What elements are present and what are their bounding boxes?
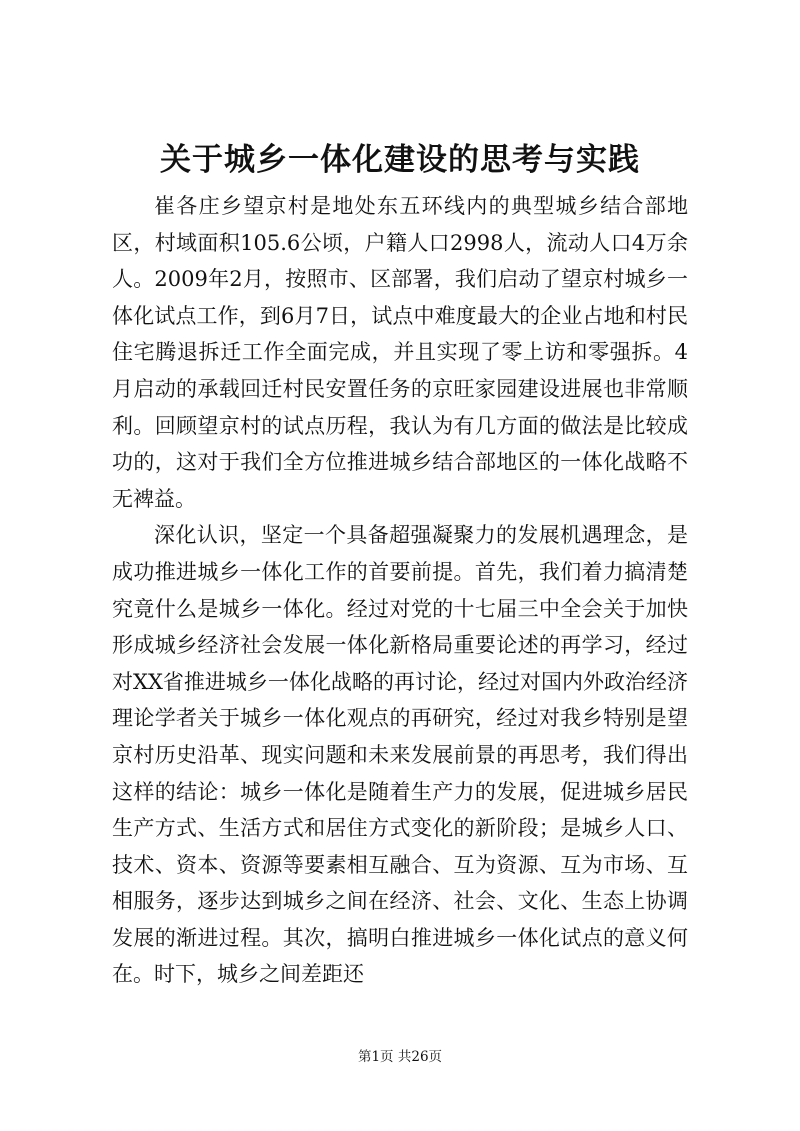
document-body xyxy=(112,188,688,993)
page-footer: 第1页 共26页 xyxy=(357,1049,443,1065)
paragraph-2: 深化认识，坚定一个具备超强凝聚力的发展机遇理念，是成功推进城乡一体化工作的首要前提。首先，我们着力搞清楚究竟什么是城乡一体化。经过对党的十七届三中全会关于加快形成城乡经济社会发展一体化新格局重要论述的再学习，经过对XX省推进城乡一体化战略的再讨论，经过对国内外政治经济理论学者关于城乡一体化观点的再研究，经过对我乡特别是望京村历史沿革、现实问题和未来发展前景的再思考，我们得出这样的结论：城乡一体化是随着生产力的发展，促进城乡居民生产方式、生活方式和居住方式变化的新阶段；是城乡人口、技术、资本、资源等要素相互融合、互为资源、互为市场、互相服务，逐步达到城乡之间在经济、社会、文化、生态上协调发展的渐进过程。其次，搞明白推进城乡一体化试点的意义何在。时下，城乡之间差距还 xyxy=(112,523,688,987)
paragraph-1: 崔各庄乡望京村是地处东五环线内的典型城乡结合部地区，村域面积105.6公顷，户籍人口2998人，流动人口4万余人。2009年2月，按照市、区部署，我们启动了望京村城乡一体化试点工作，到6月7日，试点中难度最大的企业占地和村民住宅腾退拆迁工作全面完成，并且实现了零上访和零强拆。4月启动的承载回迁村民安置任务的京旺家园建设进展也非常顺利。回顾望京村的试点历程，我认为有几方面的做法是比较成功的，这对于我们全方位推进城乡结合部地区的一体化战略不无裨益。 xyxy=(112,194,688,511)
document-title: 关于城乡一体化建设的思考与实践 xyxy=(160,142,640,178)
